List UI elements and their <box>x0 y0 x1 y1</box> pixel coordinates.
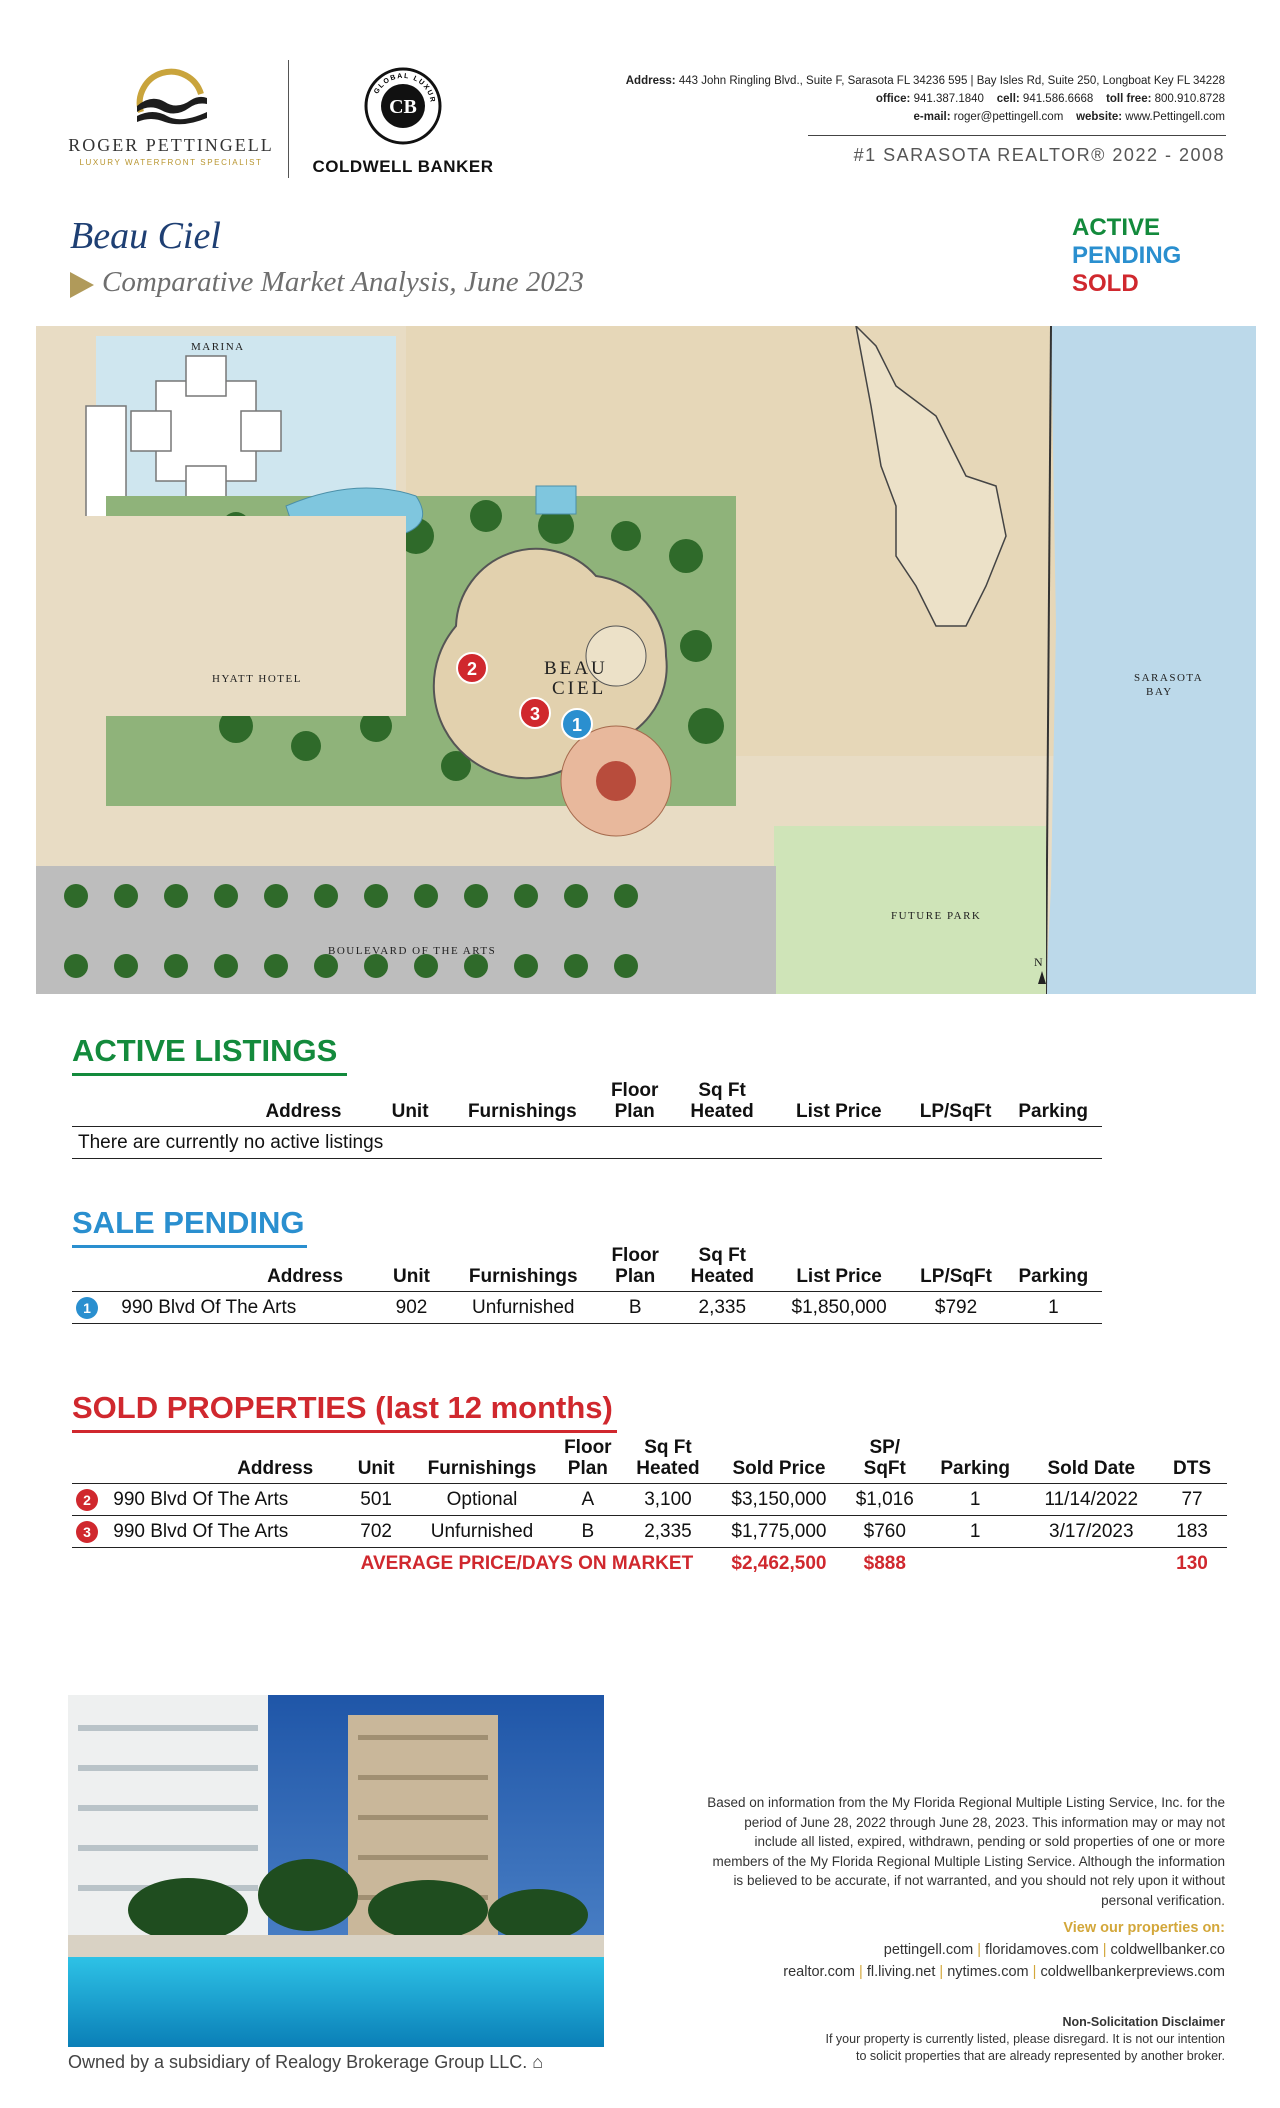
row-furnishings: Unfurnished <box>472 1297 575 1318</box>
row-badge-1: 1 <box>76 1297 98 1319</box>
office-label: office: <box>875 93 911 105</box>
row-furnishings: Optional <box>446 1489 518 1510</box>
col-sqft: Sq Ft Heated <box>636 1437 700 1479</box>
col-address: Address <box>265 1101 342 1122</box>
average-price: $2,462,500 <box>731 1553 827 1574</box>
sale-pending-table <box>72 1245 1102 1324</box>
col-address: Address <box>237 1458 314 1479</box>
row-sold-price: $1,775,000 <box>731 1521 827 1542</box>
pending-section-title: SALE PENDING <box>72 1205 305 1240</box>
active-section-title: ACTIVE LISTINGS <box>72 1033 338 1068</box>
col-list-price: List Price <box>796 1101 882 1122</box>
row-sqft: 2,335 <box>644 1521 692 1542</box>
non-solicitation-block <box>826 2014 1226 2065</box>
email-label: e-mail: <box>913 111 951 123</box>
header-rule <box>808 135 1226 136</box>
col-furnishings: Furnishings <box>467 1101 577 1122</box>
table-header-row <box>72 1080 1102 1127</box>
row-parking: 1 <box>969 1521 981 1542</box>
row-parking: 1 <box>1048 1297 1059 1318</box>
website-link[interactable]: www.Pettingell.com <box>1125 111 1225 123</box>
col-parking: Parking <box>940 1458 1011 1479</box>
play-arrow-icon <box>70 272 94 298</box>
north-arrow-label: N <box>1034 955 1045 969</box>
col-sp-sqft: SP/ SqFt <box>863 1437 906 1479</box>
marker-1-label: 1 <box>571 715 583 735</box>
col-lp-sqft: LP/SqFt <box>920 1266 992 1287</box>
office-address: 443 John Ringling Blvd., Suite F, Sarasota FL 34236 595 | Bay Isles Rd, Suite 250, Longboat Key FL 34228 <box>678 75 1225 87</box>
website-label: website: <box>1076 111 1123 123</box>
label-beau: BEAU <box>544 658 608 679</box>
col-floor-plan: Floor Plan <box>611 1245 659 1287</box>
table-header-row <box>72 1245 1102 1292</box>
view-properties-heading: View our properties on: <box>1063 1920 1225 1936</box>
cb-ring-text: GLOBAL LUXUR <box>373 72 436 104</box>
average-sp-sqft: $888 <box>863 1553 906 1574</box>
cb-name: COLDWELL BANKER <box>312 157 494 176</box>
col-unit: Unit <box>357 1458 395 1479</box>
col-furnishings: Furnishings <box>427 1458 537 1479</box>
row-lp-sqft: $792 <box>934 1297 978 1318</box>
marker-2[interactable] <box>457 653 487 683</box>
row-badge-3: 3 <box>76 1521 98 1543</box>
row-sold-date: 11/14/2022 <box>1044 1489 1139 1510</box>
active-title-underline <box>72 1073 347 1076</box>
legend-sold: SOLD <box>1072 270 1139 297</box>
row-unit: 902 <box>395 1297 428 1318</box>
empty-message: There are currently no active listings <box>78 1132 384 1153</box>
cb-global-luxury-icon <box>363 66 443 146</box>
average-row <box>72 1548 1227 1580</box>
marker-1[interactable] <box>562 709 592 739</box>
col-dts: DTS <box>1173 1458 1212 1479</box>
row-parking: 1 <box>969 1489 981 1510</box>
rp-tagline: LUXURY WATERFRONT SPECIALIST <box>79 158 263 167</box>
rp-name: ROGER PETTINGELL <box>68 135 274 155</box>
col-address: Address <box>267 1266 344 1287</box>
col-furnishings: Furnishings <box>468 1266 578 1287</box>
site-link-realtor[interactable]: realtor.com <box>783 1964 855 1980</box>
label-marina: MARINA <box>191 341 245 353</box>
marker-2-label: 2 <box>466 659 478 679</box>
coldwell-banker-logo <box>308 66 498 177</box>
legend-active: ACTIVE <box>1072 214 1161 241</box>
row-floor-plan: B <box>628 1297 642 1318</box>
active-listings-table <box>72 1080 1102 1159</box>
row-address: 990 Blvd Of The Arts <box>113 1521 289 1542</box>
col-lp-sqft: LP/SqFt <box>919 1101 992 1122</box>
sold-section-title: SOLD PROPERTIES (last 12 months) <box>72 1390 613 1425</box>
average-label: AVERAGE PRICE/DAYS ON MARKET <box>360 1553 694 1574</box>
sarasota-bay <box>1046 326 1256 994</box>
owned-text: Owned by a subsidiary of Realogy Brokerage Group LLC. <box>68 2052 528 2072</box>
label-ciel: CIEL <box>552 678 607 699</box>
mls-disclaimer: Based on information from the My Florida Regional Multiple Listing Service, Inc. for the period of June 28, 2022 through June 28, 2023. This information may or may not include all listed, expired, withdrawn, pending or sold properties of one or more members of the My Florida Regional Multiple Listing Service. Although the information is believed to be accurate, if not warranted, and you should not rely upon it without personal verification. <box>707 1795 1225 1908</box>
row-sqft: 3,100 <box>644 1489 692 1510</box>
sold-title-underline <box>72 1430 617 1433</box>
row-address: 990 Blvd Of The Arts <box>121 1297 297 1318</box>
cell-phone: 941.586.6668 <box>1022 93 1094 105</box>
col-sold-price: Sold Price <box>732 1458 826 1479</box>
marker-3-label: 3 <box>529 704 541 724</box>
row-sp-sqft: $760 <box>863 1521 906 1542</box>
non-solicitation-line-2: to solicit properties that are already represented by another broker. <box>856 2049 1225 2063</box>
status-legend <box>1072 214 1181 298</box>
col-floor-plan: Floor Plan <box>610 1080 659 1122</box>
col-unit: Unit <box>391 1101 429 1122</box>
tollfree-phone: 800.910.8728 <box>1154 93 1225 105</box>
cell-label: cell: <box>996 93 1020 105</box>
row-floor-plan: A <box>581 1489 595 1510</box>
boulevard-road <box>36 866 776 994</box>
row-sp-sqft: $1,016 <box>855 1489 914 1510</box>
row-floor-plan: B <box>581 1521 595 1542</box>
marker-3[interactable] <box>520 698 550 728</box>
label-boulevard: BOULEVARD OF THE ARTS <box>328 945 497 957</box>
tollfree-label: toll free: <box>1106 93 1152 105</box>
row-address: 990 Blvd Of The Arts <box>113 1489 289 1510</box>
email-link[interactable]: roger@pettingell.com <box>953 111 1064 123</box>
col-sqft: Sq Ft Heated <box>690 1245 754 1287</box>
ownership-note <box>68 2052 543 2073</box>
row-sold-price: $3,150,000 <box>731 1489 827 1510</box>
rank-banner: #1 SARASOTA REALTOR® 2022 - 2008 <box>853 145 1225 165</box>
row-dts: 77 <box>1181 1489 1203 1510</box>
row-dts: 183 <box>1176 1521 1208 1542</box>
row-sold-date: 3/17/2023 <box>1049 1521 1134 1542</box>
rp-emblem-icon <box>131 64 211 126</box>
row-unit: 702 <box>360 1521 392 1542</box>
row-list-price: $1,850,000 <box>791 1297 887 1318</box>
table-row[interactable] <box>72 1484 1227 1516</box>
sold-properties-table <box>72 1437 1227 1579</box>
label-bay-2: BAY <box>1146 686 1173 698</box>
col-list-price: List Price <box>796 1266 882 1287</box>
col-sold-date: Sold Date <box>1047 1458 1136 1479</box>
site-link-floridamoves[interactable]: floridamoves.com <box>985 1942 1099 1958</box>
label-park: FUTURE PARK <box>891 910 982 922</box>
site-link-nytimes[interactable]: nytimes.com <box>947 1964 1029 1980</box>
equal-housing-icon: ⌂ <box>532 2052 544 2072</box>
view-properties-block: View our properties on: pettingell.com | floridamoves.com | coldwellbanker.co realtor.com | fl.living.net | nytimes.com | coldwellbankerpreviews.com <box>783 1917 1225 1983</box>
table-header-row <box>72 1437 1227 1484</box>
non-solicitation-line-1: If your property is currently listed, please disregard. It is not our intention <box>825 2032 1225 2046</box>
label-hyatt: HYATT HOTEL <box>212 673 302 685</box>
col-unit: Unit <box>393 1266 430 1287</box>
table-row[interactable] <box>72 1516 1227 1548</box>
col-floor-plan: Floor Plan <box>564 1437 612 1479</box>
site-plan-map <box>36 326 1256 994</box>
table-row <box>72 1127 1102 1159</box>
site-link-coldwellbanker[interactable]: coldwellbanker.co <box>1110 1942 1225 1958</box>
non-solicitation-heading: Non-Solicitation Disclaimer <box>1062 2015 1225 2029</box>
office-phone: 941.387.1840 <box>913 93 984 105</box>
col-parking: Parking <box>1018 1266 1089 1287</box>
average-dts: 130 <box>1176 1553 1208 1574</box>
site-link-flliving[interactable]: fl.living.net <box>866 1964 936 1980</box>
col-sqft: Sq Ft Heated <box>690 1080 754 1122</box>
row-furnishings: Unfurnished <box>430 1521 534 1542</box>
logo-divider <box>288 60 289 178</box>
building-pool-photo <box>68 1695 604 2047</box>
site-link-cbpreviews[interactable]: coldwellbankerpreviews.com <box>1040 1964 1225 1980</box>
page-subtitle: Comparative Market Analysis, June 2023 <box>102 266 584 298</box>
label-bay-1: SARASOTA <box>1134 672 1204 684</box>
address-label: Address: <box>625 75 676 87</box>
table-row[interactable] <box>72 1292 1102 1324</box>
col-parking: Parking <box>1018 1101 1089 1122</box>
row-sqft: 2,335 <box>698 1297 747 1318</box>
site-link-pettingell[interactable]: pettingell.com <box>883 1942 974 1958</box>
svg-text:CB: CB <box>389 96 417 118</box>
row-badge-2: 2 <box>76 1489 98 1511</box>
legend-pending: PENDING <box>1072 242 1182 269</box>
roger-pettingell-logo <box>66 64 276 184</box>
contact-block <box>626 72 1225 126</box>
row-unit: 501 <box>360 1489 392 1510</box>
page-title: Beau Ciel <box>70 215 221 257</box>
